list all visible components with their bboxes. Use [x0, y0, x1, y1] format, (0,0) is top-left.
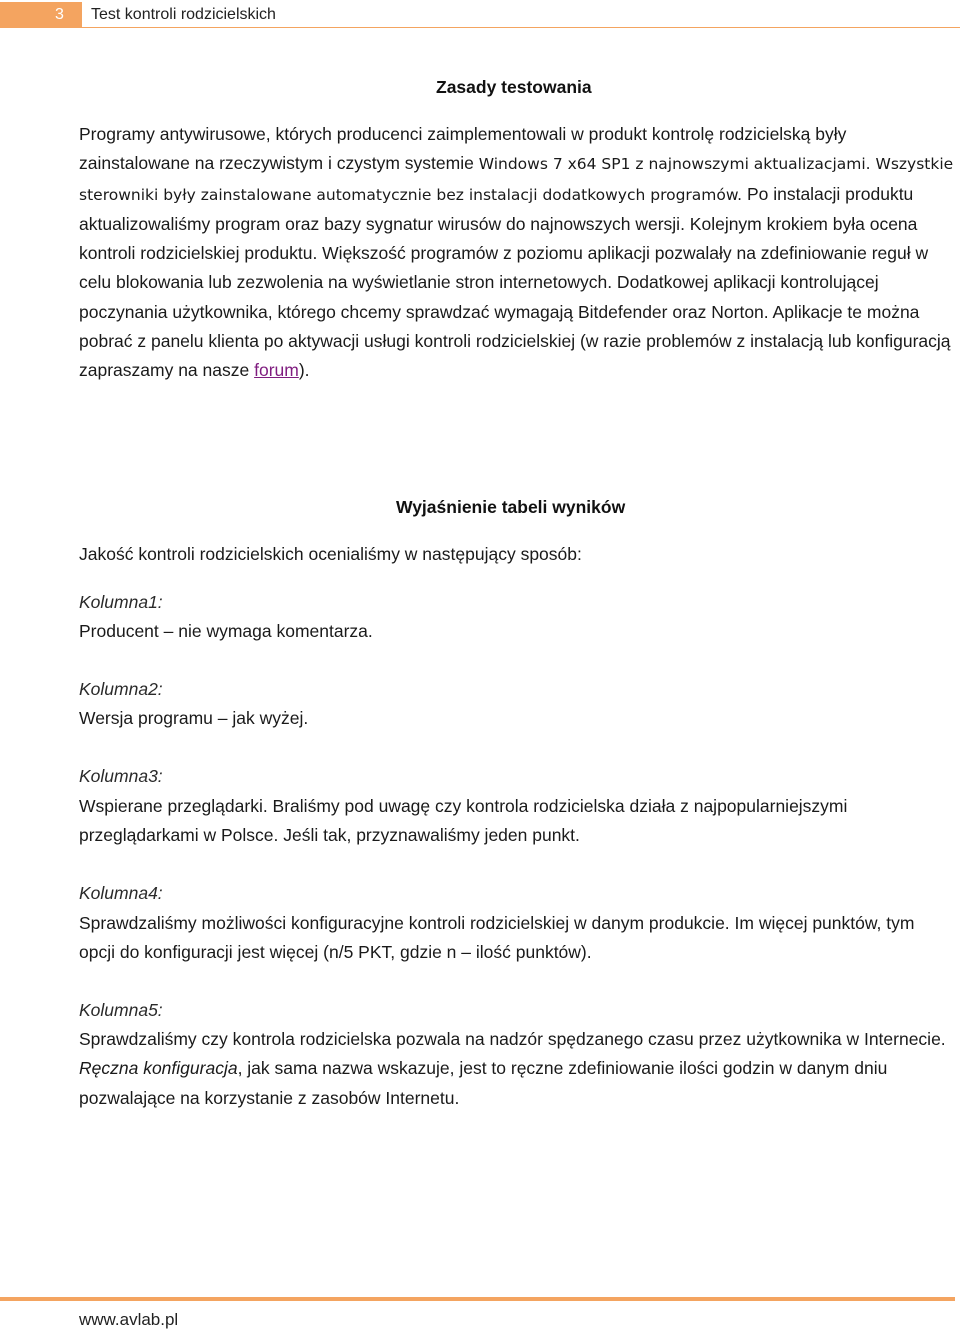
- column3-label: Kolumna3:: [79, 766, 163, 786]
- results-intro: Jakość kontroli rodzicielskich ocenialiśmy w następujący sposób:: [79, 544, 582, 564]
- column5-text: [79, 1025, 954, 1113]
- column4-label: Kolumna4:: [79, 883, 163, 903]
- header-divider: [82, 27, 960, 28]
- intro-paragraph: [79, 120, 954, 386]
- header-title: Test kontroli rodzicielskich: [91, 6, 276, 23]
- page-header: [0, 0, 960, 30]
- column1-label: Kolumna1:: [79, 592, 163, 612]
- forum-link[interactable]: forum: [254, 360, 299, 381]
- intro-text-a: Programy antywirusowe, których producenci zaimplementowali w produkt kontrolę rodzicielską były zainstalowane na rzeczywistym i czystym systemie: [79, 124, 847, 174]
- column2-text: Wersja programu – jak wyżej.: [79, 708, 309, 728]
- intro-text-c: Po instalacji produktu aktualizowaliśmy program oraz bazy sygnatur wirusów do najnowszych wersji. Kolejnym krokiem była ocena kontroli rodzicielskiej produktu. Większość programów z poziomu aplikacji pozwalały na zdefiniowanie reguł w celu blokowania lub zezwolenia na wyświetlanie stron internetowych. Dodatkowej aplikacji kontrolującej poczynania użytkownika, którego chcemy sprawdzać wymagają Bitdefender oraz Norton. Aplikacje te można pobrać z panelu klienta po aktywacji usługi kontroli rodzicielskiej (w razie problemów z instalacją lub konfiguracją zapraszamy na nasze: [79, 183, 951, 381]
- footer-url[interactable]: www.avlab.pl: [79, 1310, 179, 1329]
- section-heading-zasady: Zasady testowania: [436, 77, 592, 97]
- page-number: 3: [0, 2, 82, 28]
- footer-divider: [0, 1297, 955, 1301]
- section-heading-wyjasnienie: Wyjaśnienie tabeli wyników: [396, 497, 626, 517]
- intro-text-b: Windows 7 x64 SP1 z najnowszymi aktualizacjami. Wszystkie sterowniki były zainstalowane automatycznie bez instalacji dodatkowych programów.: [79, 155, 954, 204]
- column1-text: Producent – nie wymaga komentarza.: [79, 621, 373, 641]
- column5-label: Kolumna5:: [79, 1000, 163, 1020]
- column5-text-b: , jak sama nazwa wskazuje, jest to ręczne zdefiniowanie ilości godzin w danym dniu pozwalające na korzystanie z zasobów Internetu.: [79, 1058, 888, 1108]
- intro-text-end: ).: [298, 360, 310, 381]
- column4-text: Sprawdzaliśmy możliwości konfiguracyjne kontroli rodzicielskiej w danym produkcie. Im więcej punktów, tym opcji do konfiguracji jest więcej (n/5 PKT, gdzie n – ilość punktów).: [79, 913, 915, 963]
- column5-text-italic: Ręczna konfiguracja: [79, 1058, 238, 1079]
- column5-text-a: Sprawdzaliśmy czy kontrola rodzicielska pozwala na nadzór spędzanego czasu przez użytkownika w Internecie.: [79, 1029, 946, 1049]
- column2-label: Kolumna2:: [79, 679, 163, 699]
- column3-text: Wspierane przeglądarki. Braliśmy pod uwagę czy kontrola rodzicielska działa z najpopularniejszymi przeglądarkami w Polsce. Jeśli tak, przyznawaliśmy jeden punkt.: [79, 796, 848, 846]
